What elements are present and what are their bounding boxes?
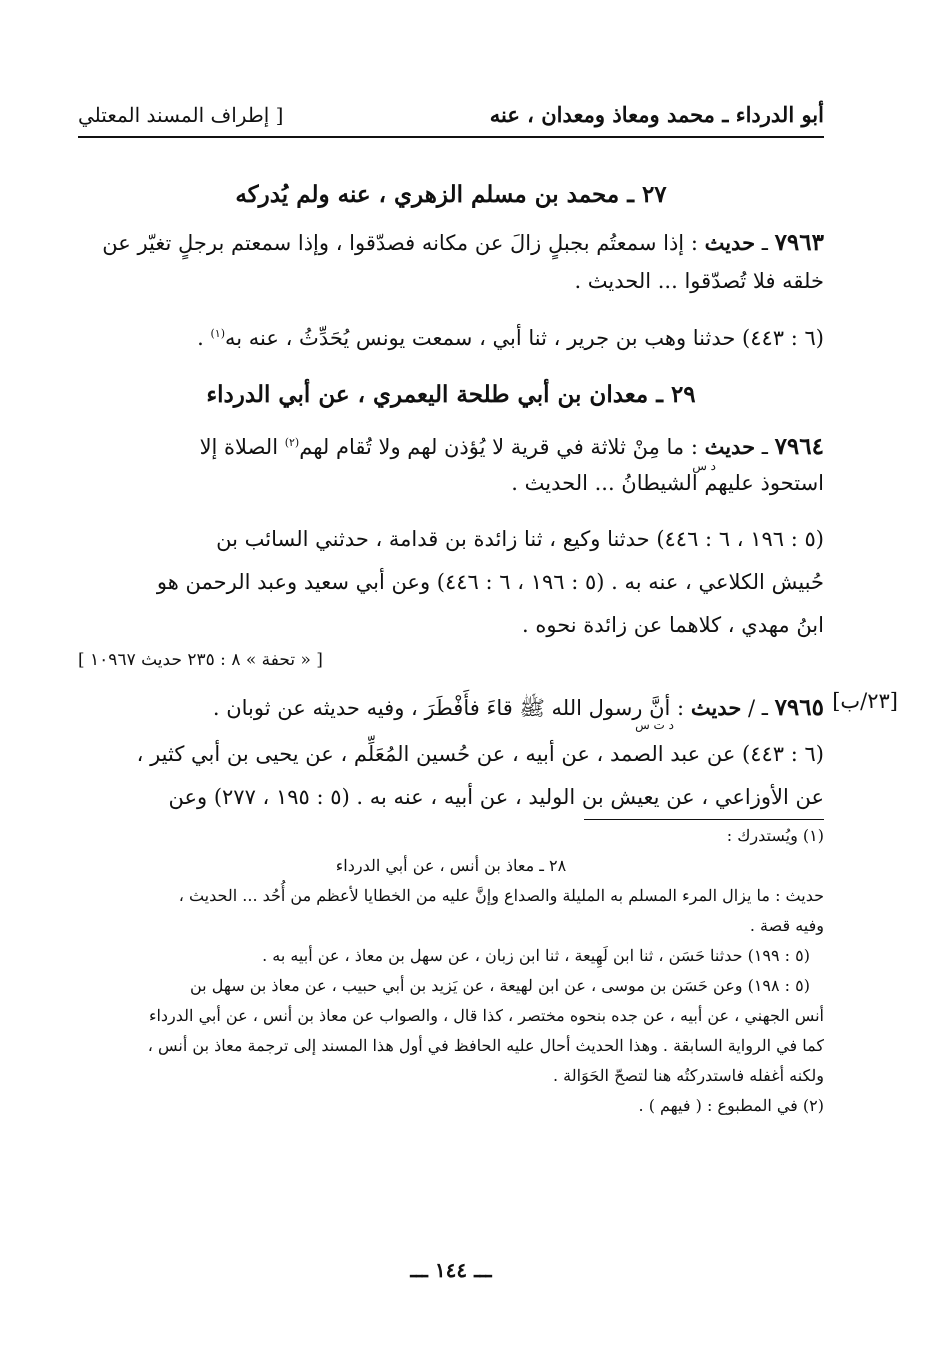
footnote-marker: (١) (210, 327, 226, 340)
hadith-text: : إذا سمعتُم بجبلٍ زالَ عن مكانه فصدّقوا ، وإذا سمعتم برجلٍ تغيّر عن (102, 231, 698, 255)
footnote-1-line: (٥ : ١٩٨) وعن حَسَن بن موسى ، عن ابن لهيعة ، عن يَزيد بن أبي حبيب ، عن معاذ بن سهل بن (190, 976, 810, 995)
folio-margin-mark: [٢٣/ب] (832, 689, 898, 713)
footnote-rule (584, 819, 824, 820)
section-29-title: ٢٩ ـ معدان بن أبي طلحة اليعمري ، عن أبي الدرداء (206, 381, 696, 408)
hadith-text: الصلاة إلا (199, 435, 285, 459)
isnad-7964 (78, 518, 824, 647)
tuhfa-reference: [ « تحفة » ٨ : ٢٣٥ حديث ١٠٩٦٧ ] (78, 650, 323, 670)
hadith-7965-block (78, 689, 898, 732)
hadith-7964-cont (78, 464, 824, 502)
section-27-title: ٢٧ ـ محمد بن مسلم الزهري ، عنه ولم يُدركه (235, 181, 667, 208)
hadith-text: : ما مِنْ ثلاثة في قرية لا يُؤذن لهم ولا تُقام لهم (299, 435, 698, 459)
source-symbols: د س (692, 459, 716, 473)
source-symbols: د ت س (635, 718, 674, 732)
page-number: ـــ ١٤٤ ـــ (410, 1258, 492, 1282)
hadith-text: خلقه فلا تُصدّقوا ... الحديث . (574, 269, 824, 293)
hadith-keyword: حديث (704, 230, 756, 255)
isnad-7965 (78, 733, 824, 819)
isnad-text: (٦ : ٤٤٣) حدثنا وهب بن جرير ، ثنا أبي ، سمعت يونس يُحَدِّثُ ، عنه به (225, 326, 824, 350)
hadith-7965: ٧٩٦٥ ـ / حديث : أنَّ رسول الله ﷺ قاءَ فأَفْطَرَ ، وفيه حديثه عن ثوبان . (212, 694, 824, 721)
header-section-title: أبو الدرداء ـ محمد ومعاذ ومعدان ، عنه (489, 102, 824, 127)
running-header (78, 100, 824, 130)
footnote-1: (١) ويُستدرك : (726, 826, 824, 845)
hadith-number: ٧٩٦٤ (774, 433, 824, 460)
footnote-2: (٢) في المطبوع : ( فيهم ) . (638, 1096, 824, 1115)
isnad-text: حُبيش الكلاعي ، عنه به . (٥ : ١٩٦ ، ٦ : ٤٤٦) وعن أبي سعيد وعبد الرحمن هو (156, 570, 824, 594)
isnad-end: . (197, 326, 211, 350)
hadith-number: ٧٩٦٣ (774, 229, 824, 256)
hadith-text: : أنَّ رسول الله ﷺ قاءَ فأَفْطَرَ ، وفيه حديثه عن ثوبان . (212, 696, 685, 720)
hadith-text: استحوذ عليهم الشيطانُ ... الحديث . (511, 471, 824, 495)
footnotes (78, 821, 824, 1121)
hadith-7963: ٧٩٦٣ ـ حديث : إذا سمعتُم بجبلٍ زالَ عن مكانه فصدّقوا ، وإذا سمعتم برجلٍ تغيّر عن خلقه فلا تُصدّقوا ... الحديث . (102, 229, 824, 293)
hadith-keyword: حديث (690, 695, 742, 720)
isnad-text: (٥ : ١٩٦ ، ٦ : ٤٤٦) حدثنا وكيع ، ثنا زائدة بن قدامة ، حدثني السائب بن (216, 527, 824, 551)
isnad-text: ابنُ مهدي ، كلاهما عن زائدة نحوه . (522, 613, 824, 637)
footnote-1-line: حديث : ما يزال المرء المسلم به المليلة والصداع وإنَّ عليه من الخطايا لأعظم من أُحُد ... الحديث ، (178, 886, 824, 905)
page (78, 100, 898, 1121)
footnote-1-line: ولكنه أغفله فاستدركتُه هنا لتصحّ الحَوَالة . (553, 1066, 824, 1085)
hadith-keyword: حديث (704, 434, 756, 459)
hadith-number: ٧٩٦٥ (774, 694, 824, 721)
footnote-1-heading: ٢٨ ـ معاذ بن أنس ، عن أبي الدرداء (335, 856, 567, 875)
isnad-text: عن الأوزاعي ، عن يعيش بن الوليد ، عن أبيه ، عنه به . (٥ : ١٩٥ ، ٢٧٧) وعن (168, 785, 824, 809)
isnad-text: (٦ : ٤٤٣) عن عبد الصمد ، عن أبيه ، عن حُسين المُعَلِّم ، عن يحيى بن أبي كثير ، (136, 742, 824, 766)
footnote-1-line: (٥ : ١٩٩) حدثنا حَسَن ، ثنا ابن لَهِيعة ، ثنا ابن زبان ، عن سهل بن معاذ ، عن أبيه به . (262, 946, 810, 965)
footnote-1-line: وفيه قصة . (749, 916, 824, 935)
header-book-title: [ إطراف المسند المعتلي (78, 103, 284, 127)
footnote-1-line: كما في الرواية السابقة . وهذا الحديث أحال عليه الحافظ في أول هذا المسند إلى ترجمة معاذ بن أنس ، (147, 1036, 824, 1055)
isnad-7963 (78, 312, 824, 360)
footnote-marker: (٢) (284, 436, 300, 449)
hadith-7964: ٧٩٦٤ ـ حديث : ما مِنْ ثلاثة في قرية لا يُؤذن لهم ولا تُقام لهم$^{(٢)}$ الصلاة إلا (199, 433, 824, 460)
footnote-1-line: أنس الجهني ، عن أبيه ، عن جده بنحوه مختصر ، كذا قال ، والصواب عن معاذ بن أنس ، عن أبي الدرداء (148, 1006, 824, 1025)
